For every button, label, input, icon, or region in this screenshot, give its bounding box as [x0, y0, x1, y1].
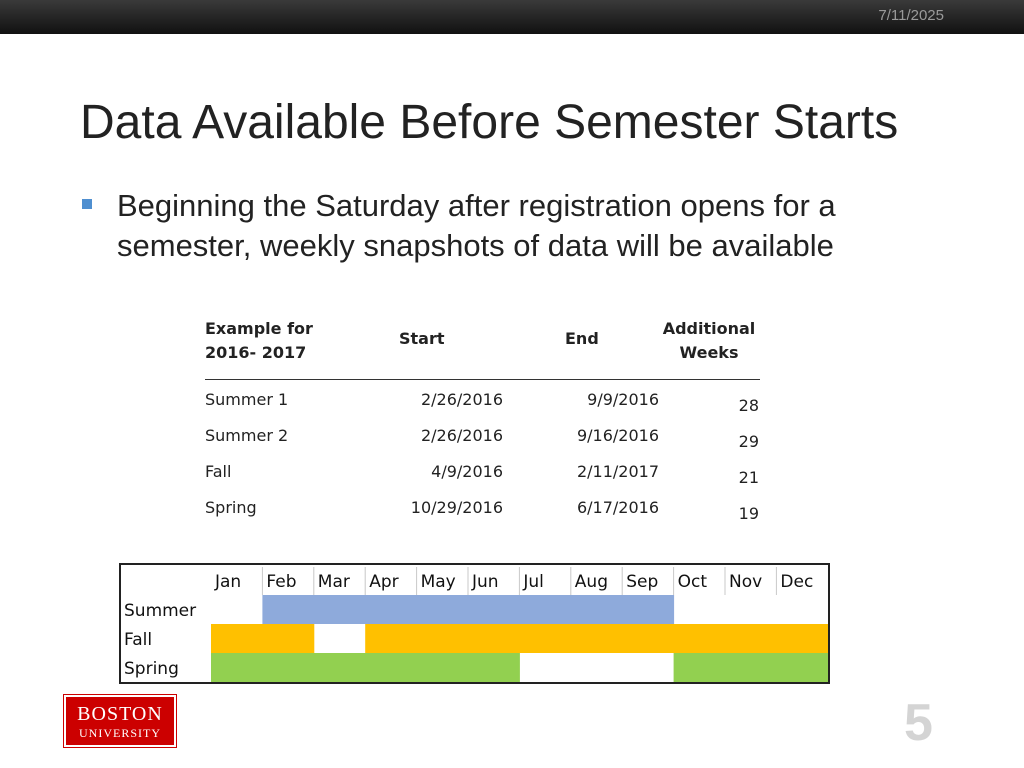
calendar-cell-fall-may — [417, 624, 469, 653]
calendar-cell-spring-jan — [211, 653, 263, 682]
calendar-cell-spring-oct — [674, 653, 726, 682]
cell-weeks: 19 — [738, 504, 759, 523]
table-row — [205, 458, 760, 494]
bullet-text: Beginning the Saturday after registration opens for a semester, weekly snapshots of data will be available — [117, 188, 836, 263]
calendar-cell-summer-apr — [365, 595, 417, 624]
cell-term: Summer 1 — [205, 390, 289, 409]
cell-start: 4/9/2016 — [431, 462, 503, 481]
calendar-cell-spring-dec — [776, 653, 828, 682]
month-label: Apr — [369, 572, 399, 592]
calendar-cell-summer-jun — [468, 595, 520, 624]
table-row — [205, 422, 760, 458]
cell-term: Summer 2 — [205, 426, 289, 445]
calendar-cell-fall-jun — [468, 624, 520, 653]
page-number: 5 — [904, 694, 933, 752]
month-label: Sep — [626, 572, 659, 592]
boston-university-logo — [64, 695, 176, 747]
logo-line-1: BOSTON — [77, 703, 163, 725]
cell-end: 2/11/2017 — [576, 462, 659, 481]
cell-start: 2/26/2016 — [420, 426, 503, 445]
calendar-row-label: Fall — [124, 630, 153, 650]
cell-end: 9/16/2016 — [576, 426, 659, 445]
calendar-cell-fall-oct — [674, 624, 726, 653]
cell-weeks: 21 — [738, 468, 759, 487]
cell-term: Fall — [205, 462, 232, 481]
bullet-square-icon — [82, 199, 92, 209]
header-start: Start — [399, 329, 445, 348]
calendar-cell-spring-feb — [262, 653, 314, 682]
snapshot-table-body — [205, 380, 760, 530]
month-label: Jul — [523, 572, 544, 592]
calendar-cell-spring-jun — [468, 653, 520, 682]
calendar-cell-fall-nov — [725, 624, 777, 653]
calendar-row-label: Summer — [124, 601, 197, 621]
calendar-cell-summer-feb — [262, 595, 314, 624]
snapshot-table-header — [205, 317, 760, 380]
calendar-cell-summer-sep — [622, 595, 674, 624]
header-example: Example for 2016- 2017 — [205, 319, 313, 362]
logo-line-2: UNIVERSITY — [79, 726, 161, 740]
header-additional-weeks: Additional Weeks — [662, 319, 756, 362]
calendar-row-label: Spring — [124, 659, 179, 679]
slide-date: 7/11/2025 — [878, 7, 944, 24]
cell-weeks: 28 — [738, 396, 759, 415]
calendar-cell-fall-sep — [622, 624, 674, 653]
table-row — [205, 386, 760, 422]
cell-end: 6/17/2016 — [576, 498, 659, 517]
calendar-cell-fall-dec — [776, 624, 828, 653]
calendar-cell-fall-jan — [211, 624, 263, 653]
calendar-cell-spring-may — [417, 653, 469, 682]
month-label: Dec — [780, 572, 814, 592]
calendar-cell-fall-feb — [262, 624, 314, 653]
top-bar — [0, 0, 1024, 34]
month-label: Feb — [266, 572, 297, 592]
month-label: Mar — [317, 572, 350, 592]
calendar-cell-spring-mar — [314, 653, 366, 682]
month-label: Aug — [574, 572, 609, 592]
semester-calendar-grid — [121, 565, 828, 682]
month-label: Nov — [729, 572, 763, 592]
calendar-cell-spring-apr — [365, 653, 417, 682]
cell-start: 2/26/2016 — [420, 390, 503, 409]
calendar-cell-fall-apr — [365, 624, 417, 653]
header-end: End — [565, 329, 599, 348]
cell-end: 9/9/2016 — [587, 390, 659, 409]
month-label: May — [420, 572, 456, 592]
calendar-cell-summer-aug — [571, 595, 623, 624]
calendar-cell-fall-aug — [571, 624, 623, 653]
calendar-cell-summer-mar — [314, 595, 366, 624]
calendar-cell-summer-jul — [519, 595, 571, 624]
semester-calendar — [119, 563, 830, 684]
calendar-cell-fall-jul — [519, 624, 571, 653]
calendar-cell-summer-may — [417, 595, 469, 624]
month-label: Jan — [215, 572, 242, 592]
table-row — [205, 494, 760, 530]
month-label: Jun — [472, 572, 499, 592]
calendar-cell-spring-nov — [725, 653, 777, 682]
cell-term: Spring — [205, 498, 257, 517]
cell-start: 10/29/2016 — [410, 498, 503, 517]
cell-weeks: 29 — [738, 432, 759, 451]
snapshot-table — [205, 317, 760, 530]
month-label: Oct — [677, 572, 708, 592]
slide-title: Data Available Before Semester Starts — [80, 96, 899, 149]
